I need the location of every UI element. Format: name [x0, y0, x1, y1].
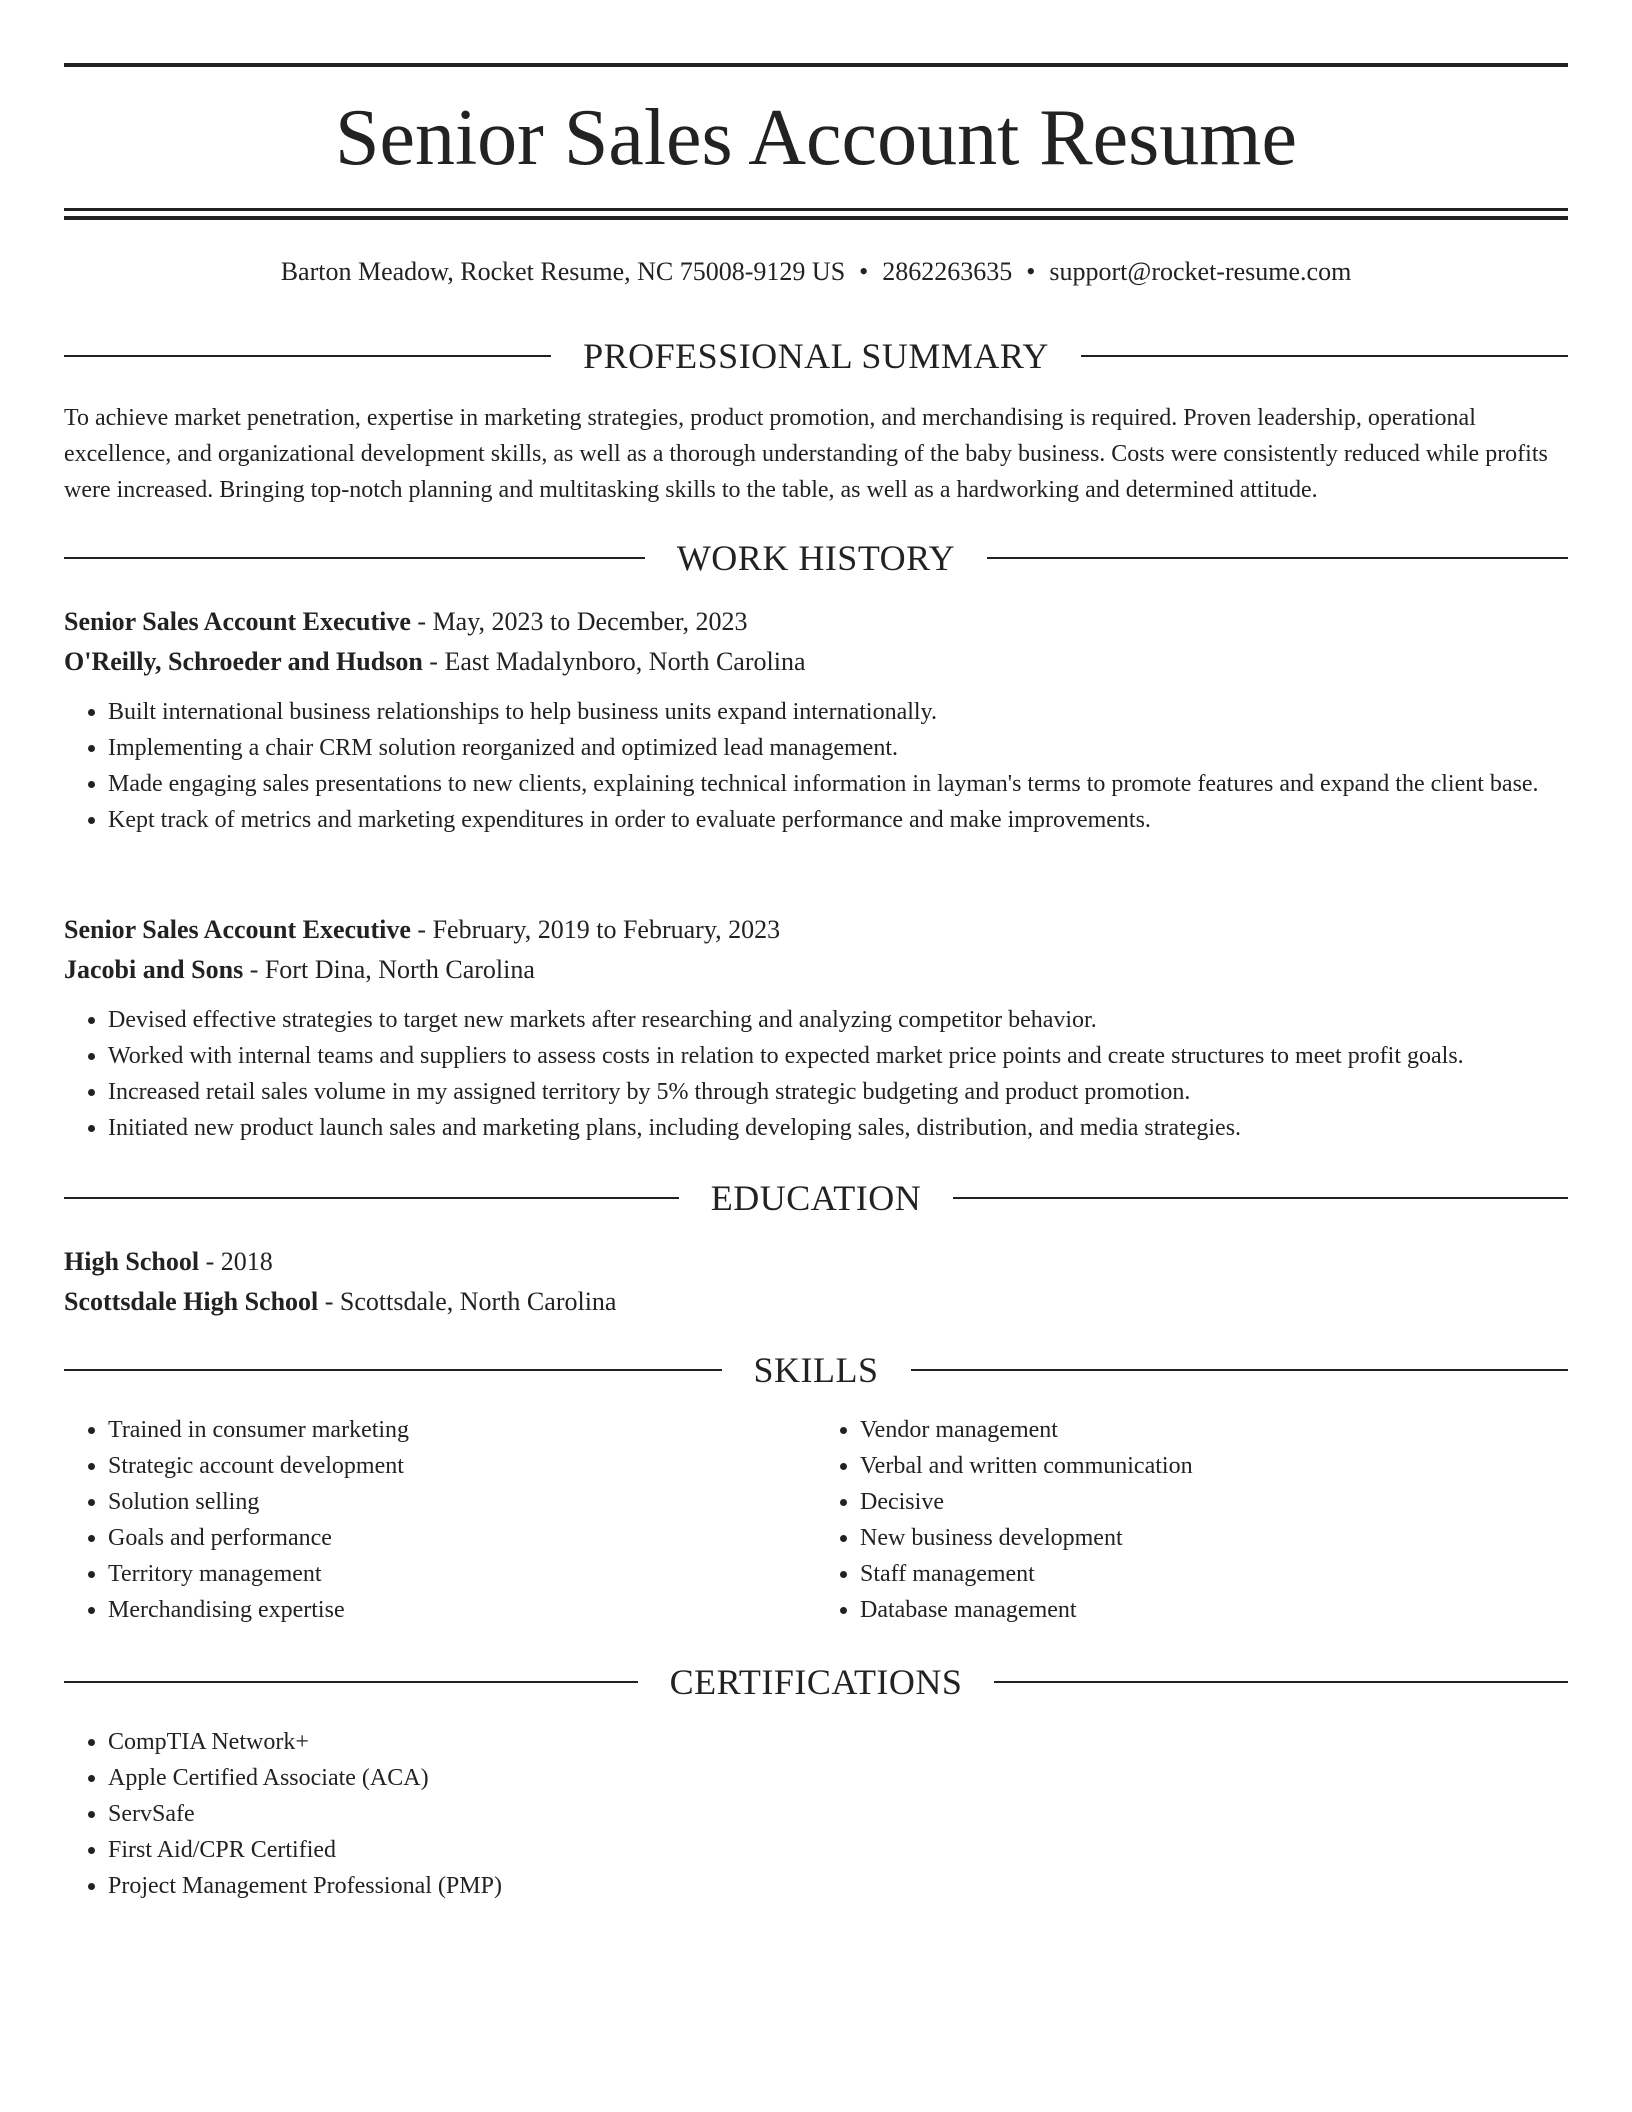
job-location: - East Madalynboro, North Carolina [422, 647, 806, 676]
section-header-summary [64, 334, 1568, 378]
job-bullets [64, 1002, 1568, 1146]
divider-line [64, 1369, 722, 1371]
divider-line [911, 1369, 1569, 1371]
divider-line [994, 1681, 1568, 1683]
section-header-education [64, 1176, 1568, 1220]
certification-item: • Apple Certified Associate (ACA) [108, 1760, 1568, 1796]
education-degree-row [64, 1242, 1568, 1282]
certification-item: • Project Management Professional (PMP) [108, 1868, 1568, 1904]
contact-address: Barton Meadow, Rocket Resume, NC 75008-9129 US [280, 257, 846, 286]
job-bullet: • Built international business relationships to help business units expand internationally. [108, 694, 1568, 730]
job-entry [64, 602, 1568, 838]
divider-line [953, 1197, 1568, 1199]
contact-email: support@rocket-resume.com [1049, 257, 1352, 286]
job-title: Senior Sales Account Executive [64, 915, 411, 944]
divider-line [1081, 355, 1568, 357]
divider-line [64, 557, 645, 559]
divider-line [64, 1681, 638, 1683]
contact-separator: • [859, 257, 869, 286]
section-title-skills: SKILLS [753, 1350, 879, 1390]
skill-item: • Goals and performance [108, 1520, 816, 1556]
education-entry [64, 1242, 1568, 1322]
skill-item: • Territory management [108, 1556, 816, 1592]
section-title-work-history: WORK HISTORY [676, 538, 956, 578]
skills-list-left [64, 1412, 816, 1628]
section-header-skills [64, 1348, 1568, 1392]
skill-item: • Trained in consumer marketing [108, 1412, 816, 1448]
certifications-block [64, 1724, 1568, 1904]
education-school: Scottsdale High School [64, 1287, 319, 1316]
skill-item: • New business development [860, 1520, 1568, 1556]
job-company-row [64, 950, 1568, 990]
divider-line [987, 557, 1568, 559]
skill-item: • Verbal and written communication [860, 1448, 1568, 1484]
title-rule-upper [64, 208, 1568, 211]
education-year: - 2018 [199, 1247, 273, 1276]
job-company-row [64, 642, 1568, 682]
summary-text: To achieve market penetration, expertise in marketing strategies, product promotion, and merchandising is required. Proven leadership, operational excellence, and organizational development skills, as well as a thorough understanding of the baby business. Costs were consistently reduced while profits were increased. Bringing top-notch planning and multitasking skills to the table, as well as a hardworking and determined attitude. [64, 405, 1548, 503]
certification-item: • ServSafe [108, 1796, 1568, 1832]
job-dates: - May, 2023 to December, 2023 [410, 607, 748, 636]
skill-item: • Decisive [860, 1484, 1568, 1520]
section-title-education: EDUCATION [710, 1178, 922, 1218]
section-header-certifications [64, 1660, 1568, 1704]
skill-item: • Merchandising expertise [108, 1592, 816, 1628]
skills-columns [64, 1412, 1568, 1628]
job-title-row [64, 910, 1568, 950]
job-bullet: • Implementing a chair CRM solution reorganized and optimized lead management. [108, 730, 1568, 766]
job-title: Senior Sales Account Executive [64, 607, 411, 636]
job-dates: - February, 2019 to February, 2023 [410, 915, 781, 944]
skills-list-right [816, 1412, 1568, 1628]
certifications-list [64, 1724, 1568, 1904]
skill-item: • Solution selling [108, 1484, 816, 1520]
title-rule-lower [64, 216, 1568, 220]
skill-item: • Database management [860, 1592, 1568, 1628]
job-company: O'Reilly, Schroeder and Hudson [64, 647, 423, 676]
skill-item: • Vendor management [860, 1412, 1568, 1448]
skill-item: • Strategic account development [108, 1448, 816, 1484]
job-bullet: • Initiated new product launch sales and marketing plans, including developing sales, distribution, and media strategies. [108, 1110, 1568, 1146]
top-rule [64, 63, 1568, 67]
section-title-certifications: CERTIFICATIONS [669, 1662, 963, 1702]
resume-title: Senior Sales Account Resume [334, 94, 1298, 182]
job-bullets [64, 694, 1568, 838]
job-bullet: • Made engaging sales presentations to new clients, explaining technical information in layman's terms to promote features and expand the client base. [108, 766, 1568, 802]
certification-item: • CompTIA Network+ [108, 1724, 1568, 1760]
contact-separator: • [1026, 257, 1036, 286]
section-header-work-history [64, 536, 1568, 580]
education-degree: High School [64, 1247, 200, 1276]
job-bullet: • Devised effective strategies to target new markets after researching and analyzing competitor behavior. [108, 1002, 1568, 1038]
section-title-summary: PROFESSIONAL SUMMARY [583, 336, 1049, 376]
divider-line [64, 1197, 679, 1199]
skill-item: • Staff management [860, 1556, 1568, 1592]
contact-phone: 2862263635 [882, 257, 1013, 286]
job-bullet: • Kept track of metrics and marketing expenditures in order to evaluate performance and make improvements. [108, 802, 1568, 838]
job-entry [64, 910, 1568, 1146]
job-location: - Fort Dina, North Carolina [243, 955, 535, 984]
job-bullet: • Worked with internal teams and suppliers to assess costs in relation to expected market price points and create structures to meet profit goals. [108, 1038, 1568, 1074]
education-school-row [64, 1282, 1568, 1322]
divider-line [64, 355, 551, 357]
certification-item: • First Aid/CPR Certified [108, 1832, 1568, 1868]
contact-line [64, 255, 1568, 289]
job-title-row [64, 602, 1568, 642]
education-location: - Scottsdale, North Carolina [318, 1287, 617, 1316]
job-bullet: • Increased retail sales volume in my assigned territory by 5% through strategic budgeting and product promotion. [108, 1074, 1568, 1110]
job-company: Jacobi and Sons [64, 955, 244, 984]
